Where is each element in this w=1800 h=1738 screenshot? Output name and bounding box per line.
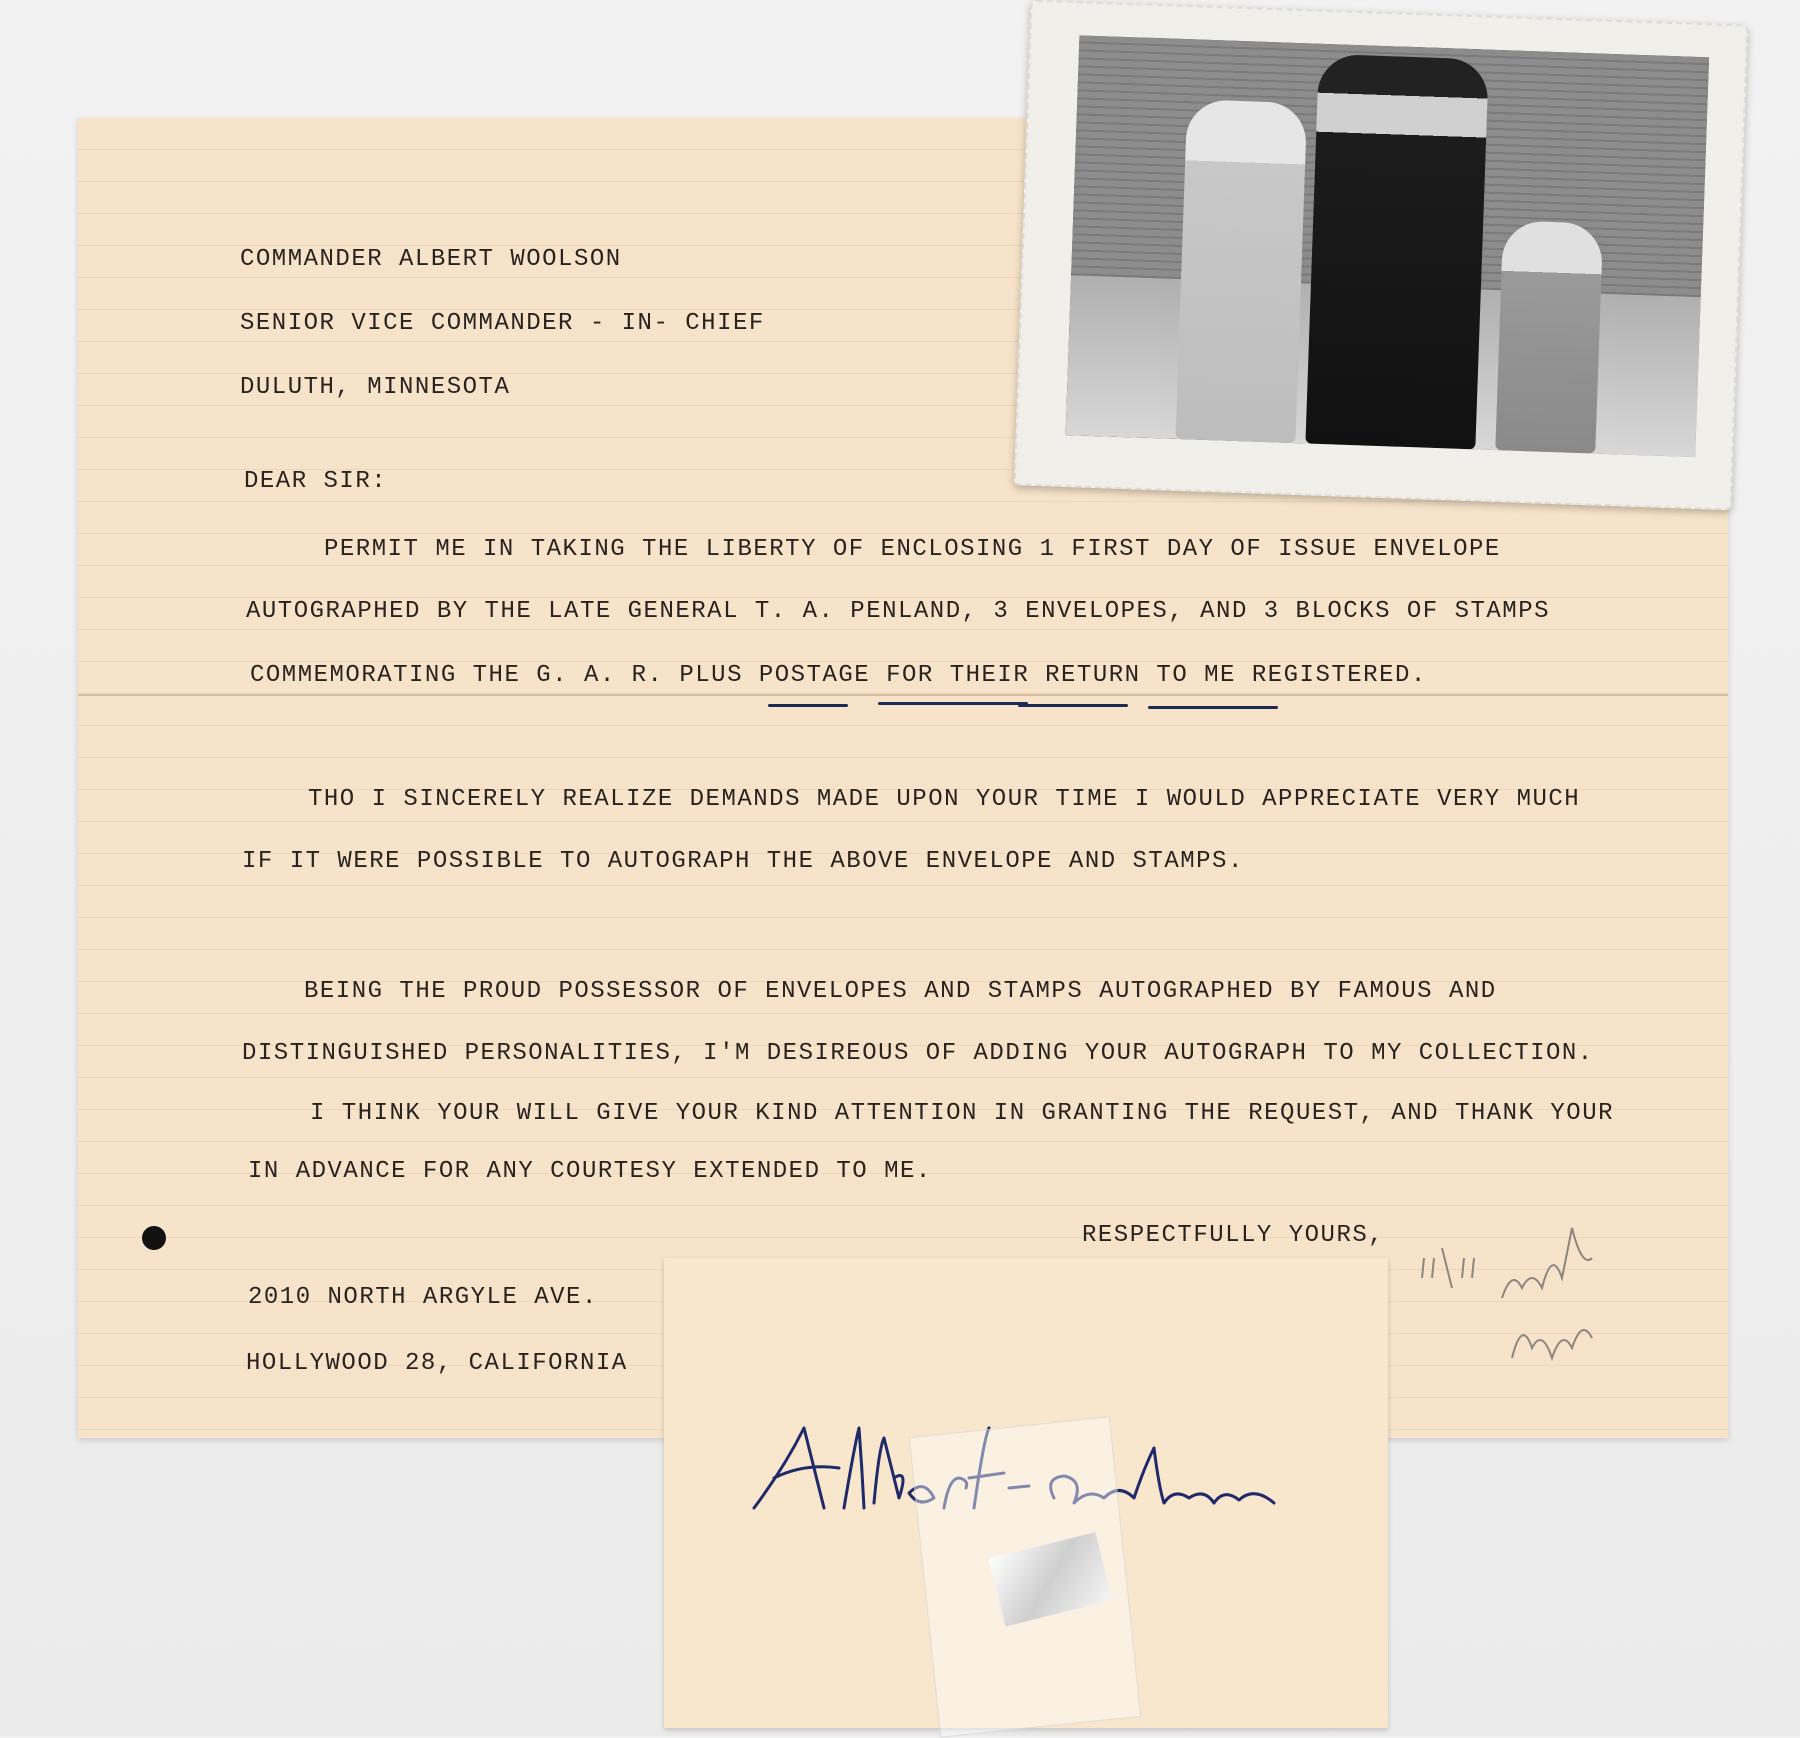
body-line: AUTOGRAPHED BY THE LATE GENERAL T. A. PENLAND, 3 ENVELOPES, AND 3 BLOCKS OF STAMPS (246, 598, 1550, 625)
signature-card (664, 1258, 1388, 1728)
photo-boy-left (1175, 99, 1307, 443)
body-line: COMMEMORATING THE G. A. R. PLUS POSTAGE FOR THEIR RETURN TO ME REGISTERED. (250, 662, 1427, 689)
body-line: THO I SINCERELY REALIZE DEMANDS MADE UPON YOUR TIME I WOULD APPRECIATE VERY MUCH (308, 786, 1581, 813)
ink-blot (142, 1226, 166, 1250)
ink-underline (768, 704, 848, 707)
body-line: IN ADVANCE FOR ANY COURTESY EXTENDED TO ME. (248, 1158, 932, 1185)
addressee-title: SENIOR VICE COMMANDER - IN- CHIEF (240, 310, 765, 337)
cellophane-tape (909, 1416, 1141, 1737)
body-line: IF IT WERE POSSIBLE TO AUTOGRAPH THE ABOVE ENVELOPE AND STAMPS. (242, 848, 1244, 875)
sender-street: 2010 NORTH ARGYLE AVE. (248, 1284, 598, 1311)
photo-veteran (1305, 54, 1489, 450)
ink-underline (878, 702, 1028, 705)
photograph (1014, 0, 1749, 510)
body-line: PERMIT ME IN TAKING THE LIBERTY OF ENCLOSING 1 FIRST DAY OF ISSUE ENVELOPE (324, 536, 1501, 563)
addressee-name: COMMANDER ALBERT WOOLSON (240, 246, 622, 273)
body-line: BEING THE PROUD POSSESSOR OF ENVELOPES AND STAMPS AUTOGRAPHED BY FAMOUS AND (304, 978, 1497, 1005)
sender-city: HOLLYWOOD 28, CALIFORNIA (246, 1350, 628, 1377)
pencil-note (1412, 1208, 1612, 1408)
addressee-city: DULUTH, MINNESOTA (240, 374, 511, 401)
salutation: DEAR SIR: (244, 468, 388, 495)
fold-line (78, 694, 1728, 696)
ink-underline (1148, 706, 1278, 709)
tape-fold (989, 1532, 1113, 1627)
photo-boy-right (1495, 220, 1603, 453)
photo-image (1066, 35, 1710, 457)
body-line: I THINK YOUR WILL GIVE YOUR KIND ATTENTION IN GRANTING THE REQUEST, AND THANK YOUR (310, 1100, 1614, 1127)
ink-underline (1018, 704, 1128, 707)
closing: RESPECTFULLY YOURS, (1082, 1222, 1385, 1249)
body-line: DISTINGUISHED PERSONALITIES, I'M DESIREOUS OF ADDING YOUR AUTOGRAPH TO MY COLLECTION. (242, 1040, 1594, 1067)
